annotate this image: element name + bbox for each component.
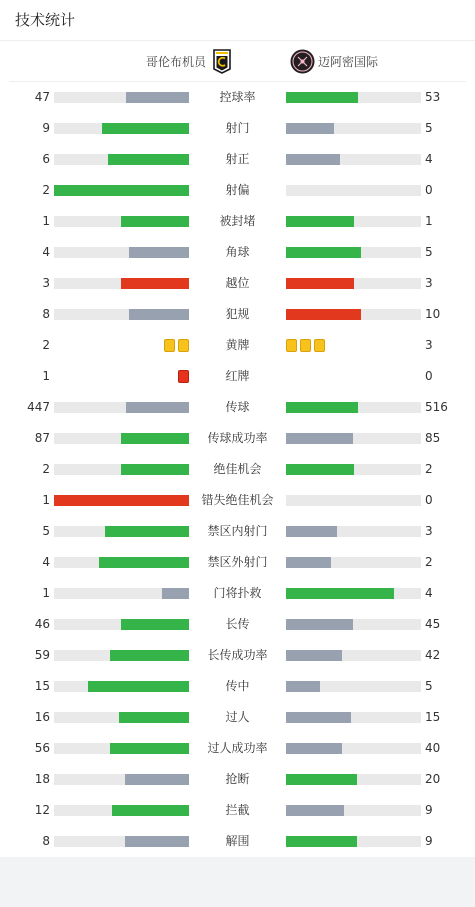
away-stat-bar-fill xyxy=(286,557,331,568)
home-stat-bar-fill xyxy=(125,774,189,785)
away-stat-value: 2 xyxy=(425,462,433,476)
home-stat-bar-fill xyxy=(88,681,189,692)
home-stat-value: 18 xyxy=(34,772,50,786)
away-stat-value: 5 xyxy=(425,245,433,259)
stat-row xyxy=(0,485,475,516)
away-stat-value: 45 xyxy=(425,617,441,631)
away-stat-bar-fill xyxy=(286,805,344,816)
stat-label: 越位 xyxy=(225,276,250,290)
home-stat-value: 56 xyxy=(34,741,50,755)
stat-label: 射正 xyxy=(225,152,250,166)
home-stat-value: 2 xyxy=(42,338,50,352)
stat-row xyxy=(0,578,475,609)
away-stat-value: 40 xyxy=(425,741,441,755)
away-stat-bar xyxy=(286,526,421,537)
away-stat-bar-fill xyxy=(286,619,353,630)
away-stat-bar xyxy=(286,650,421,661)
home-stat-bar xyxy=(54,402,189,413)
home-stat-bar xyxy=(54,836,189,847)
home-stat-bar-fill xyxy=(162,588,189,599)
away-stat-bar xyxy=(286,309,421,320)
home-stat-bar xyxy=(54,309,189,320)
home-stat-bar-fill xyxy=(54,185,189,196)
away-stat-bar-fill xyxy=(286,836,357,847)
away-stat-bar xyxy=(286,247,421,258)
away-stat-bar xyxy=(286,619,421,630)
home-stat-bar xyxy=(54,557,189,568)
columbus-crew-logo-icon xyxy=(213,49,231,74)
stat-row xyxy=(0,702,475,733)
away-stat-value: 42 xyxy=(425,648,441,662)
home-stat-bar-fill xyxy=(121,619,189,630)
stat-row xyxy=(0,82,475,113)
away-stat-value: 20 xyxy=(425,772,441,786)
stat-label: 禁区内射门 xyxy=(207,524,268,538)
home-stat-bar xyxy=(54,712,189,723)
away-stat-bar-fill xyxy=(286,743,342,754)
home-stat-bar xyxy=(54,619,189,630)
stat-row xyxy=(0,330,475,361)
stat-row xyxy=(0,113,475,144)
away-stat-bar-fill xyxy=(286,216,354,227)
stat-label: 过人成功率 xyxy=(207,741,268,755)
home-stat-bar-fill xyxy=(126,92,189,103)
away-stat-value: 3 xyxy=(425,276,433,290)
away-stat-bar-fill xyxy=(286,154,340,165)
away-stat-bar xyxy=(286,154,421,165)
away-stat-value: 15 xyxy=(425,710,441,724)
stat-label: 长传 xyxy=(225,617,250,631)
home-stat-value: 1 xyxy=(42,369,50,383)
stat-label: 禁区外射门 xyxy=(207,555,268,569)
home-stat-bar-fill xyxy=(129,309,189,320)
home-stat-bar xyxy=(54,123,189,134)
stat-row xyxy=(0,361,475,392)
home-stat-bar xyxy=(54,774,189,785)
away-stat-value: 1 xyxy=(425,214,433,228)
away-stat-bar xyxy=(286,712,421,723)
stat-row xyxy=(0,206,475,237)
away-stat-bar xyxy=(286,774,421,785)
home-stat-value: 5 xyxy=(42,524,50,538)
away-stat-value: 4 xyxy=(425,586,433,600)
stat-row xyxy=(0,175,475,206)
home-stat-value: 1 xyxy=(42,214,50,228)
away-stat-bar xyxy=(286,402,421,413)
stat-label: 解围 xyxy=(225,834,250,848)
stat-label: 错失绝佳机会 xyxy=(201,493,274,507)
away-team-name: 迈阿密国际 xyxy=(318,55,379,69)
away-stat-value: 10 xyxy=(425,307,441,321)
stats-list xyxy=(0,82,475,857)
away-stat-bar xyxy=(286,464,421,475)
home-stat-value: 87 xyxy=(34,431,50,445)
away-team[interactable] xyxy=(290,49,378,74)
yellow-card-icon xyxy=(314,339,325,352)
away-stat-bar-fill xyxy=(286,402,358,413)
away-stat-bar xyxy=(286,278,421,289)
away-stat-bar-fill xyxy=(286,712,351,723)
away-stat-bar-fill xyxy=(286,123,334,134)
home-stat-value: 4 xyxy=(42,555,50,569)
home-stat-bar-fill xyxy=(112,805,189,816)
home-stat-value: 59 xyxy=(34,648,50,662)
stat-row xyxy=(0,547,475,578)
away-stat-bar xyxy=(286,216,421,227)
home-stat-value: 12 xyxy=(34,803,50,817)
stat-label: 拦截 xyxy=(225,803,250,817)
home-stat-value: 2 xyxy=(42,183,50,197)
home-stat-bar-fill xyxy=(119,712,189,723)
home-stat-bar-fill xyxy=(121,433,189,444)
home-stat-value: 1 xyxy=(42,493,50,507)
stat-label: 抢断 xyxy=(225,772,250,786)
home-stat-bar xyxy=(54,278,189,289)
home-stat-bar-fill xyxy=(110,743,189,754)
away-stat-bar xyxy=(286,588,421,599)
home-team-name: 哥伦布机员 xyxy=(145,55,206,69)
away-stat-value: 0 xyxy=(425,369,433,383)
away-stat-bar-fill xyxy=(286,433,353,444)
home-stat-bar xyxy=(54,743,189,754)
home-stat-bar-fill xyxy=(121,464,189,475)
page-title: 技术统计 xyxy=(0,0,475,41)
away-stat-bar-fill xyxy=(286,278,354,289)
stat-label: 传球 xyxy=(225,400,250,414)
stat-row xyxy=(0,423,475,454)
away-stat-bar-fill xyxy=(286,774,357,785)
home-cards xyxy=(178,370,189,383)
stat-label: 角球 xyxy=(225,245,250,259)
home-stat-bar xyxy=(54,681,189,692)
home-stat-value: 3 xyxy=(42,276,50,290)
stat-label: 长传成功率 xyxy=(207,648,268,662)
home-stat-value: 447 xyxy=(27,400,50,414)
home-stat-bar xyxy=(54,433,189,444)
stat-label: 传球成功率 xyxy=(207,431,268,445)
stat-label: 门将扑救 xyxy=(213,586,262,600)
stat-row xyxy=(0,516,475,547)
home-stat-bar xyxy=(54,588,189,599)
home-stat-bar-fill xyxy=(121,216,189,227)
stat-row xyxy=(0,764,475,795)
stat-label: 绝佳机会 xyxy=(213,462,262,476)
away-stat-value: 0 xyxy=(425,183,433,197)
away-stat-bar-fill xyxy=(286,650,342,661)
home-stat-bar xyxy=(54,216,189,227)
stat-row xyxy=(0,609,475,640)
away-stat-bar xyxy=(286,123,421,134)
away-stat-value: 0 xyxy=(425,493,433,507)
away-stat-value: 2 xyxy=(425,555,433,569)
away-stat-bar xyxy=(286,495,421,506)
yellow-card-icon xyxy=(178,339,189,352)
stat-row xyxy=(0,454,475,485)
stat-label: 射门 xyxy=(225,121,250,135)
stat-label: 传中 xyxy=(225,679,250,693)
away-stat-bar-fill xyxy=(286,464,354,475)
away-stat-value: 516 xyxy=(425,400,448,414)
home-stat-bar-fill xyxy=(125,836,189,847)
stat-row xyxy=(0,392,475,423)
yellow-card-icon xyxy=(286,339,297,352)
home-stat-value: 6 xyxy=(42,152,50,166)
home-stat-value: 1 xyxy=(42,586,50,600)
home-stat-bar xyxy=(54,650,189,661)
stat-label: 黄牌 xyxy=(225,338,250,352)
stat-label: 红牌 xyxy=(225,369,250,383)
away-stat-bar xyxy=(286,836,421,847)
away-cards xyxy=(286,339,325,352)
home-stat-value: 8 xyxy=(42,834,50,848)
home-stat-bar-fill xyxy=(121,278,189,289)
red-card-icon xyxy=(178,370,189,383)
home-stat-bar xyxy=(54,247,189,258)
away-stat-value: 85 xyxy=(425,431,441,445)
away-stat-value: 53 xyxy=(425,90,441,104)
home-cards xyxy=(164,339,189,352)
home-stat-bar-fill xyxy=(108,154,189,165)
home-stat-bar xyxy=(54,495,189,506)
home-stat-bar-fill xyxy=(105,526,189,537)
away-stat-bar-fill xyxy=(286,92,358,103)
home-stat-value: 9 xyxy=(42,121,50,135)
yellow-card-icon xyxy=(164,339,175,352)
stat-row xyxy=(0,640,475,671)
away-stat-value: 3 xyxy=(425,338,433,352)
away-stat-bar xyxy=(286,557,421,568)
stat-label: 被封堵 xyxy=(219,214,256,228)
inter-miami-logo-icon xyxy=(290,49,315,74)
away-stat-bar xyxy=(286,681,421,692)
away-stat-bar xyxy=(286,433,421,444)
away-stat-bar-fill xyxy=(286,526,337,537)
stat-label: 控球率 xyxy=(219,90,256,104)
home-team[interactable] xyxy=(146,49,231,74)
stat-row xyxy=(0,268,475,299)
home-stat-value: 47 xyxy=(34,90,50,104)
stat-row xyxy=(0,671,475,702)
away-stat-bar-fill xyxy=(286,588,394,599)
home-stat-value: 46 xyxy=(34,617,50,631)
home-stat-bar-fill xyxy=(110,650,189,661)
stat-row xyxy=(0,733,475,764)
away-stat-value: 3 xyxy=(425,524,433,538)
stat-label: 犯规 xyxy=(225,307,250,321)
away-stat-bar-fill xyxy=(286,247,361,258)
away-stat-value: 4 xyxy=(425,152,433,166)
away-stat-bar xyxy=(286,92,421,103)
away-stat-value: 9 xyxy=(425,834,433,848)
home-stat-bar-fill xyxy=(54,495,189,506)
away-stat-bar-fill xyxy=(286,309,361,320)
stat-row xyxy=(0,144,475,175)
teams-header xyxy=(9,41,466,82)
stat-row xyxy=(0,795,475,826)
away-stat-value: 5 xyxy=(425,679,433,693)
away-stat-bar xyxy=(286,185,421,196)
home-stat-bar-fill xyxy=(102,123,189,134)
home-stat-bar-fill xyxy=(129,247,189,258)
home-stat-value: 16 xyxy=(34,710,50,724)
stat-label: 过人 xyxy=(225,710,250,724)
home-stat-bar-fill xyxy=(126,402,189,413)
home-stat-value: 8 xyxy=(42,307,50,321)
home-stat-bar xyxy=(54,805,189,816)
home-stat-bar xyxy=(54,92,189,103)
stat-row xyxy=(0,826,475,857)
home-stat-value: 15 xyxy=(34,679,50,693)
home-stat-bar xyxy=(54,154,189,165)
away-stat-bar-fill xyxy=(286,681,320,692)
home-stat-bar-fill xyxy=(99,557,189,568)
stat-label: 射偏 xyxy=(225,183,250,197)
stat-row xyxy=(0,237,475,268)
home-stat-bar xyxy=(54,526,189,537)
stat-row xyxy=(0,299,475,330)
home-stat-bar xyxy=(54,464,189,475)
away-stat-value: 9 xyxy=(425,803,433,817)
away-stat-bar xyxy=(286,743,421,754)
home-stat-value: 4 xyxy=(42,245,50,259)
away-stat-bar xyxy=(286,805,421,816)
yellow-card-icon xyxy=(300,339,311,352)
home-stat-value: 2 xyxy=(42,462,50,476)
home-stat-bar xyxy=(54,185,189,196)
away-stat-value: 5 xyxy=(425,121,433,135)
